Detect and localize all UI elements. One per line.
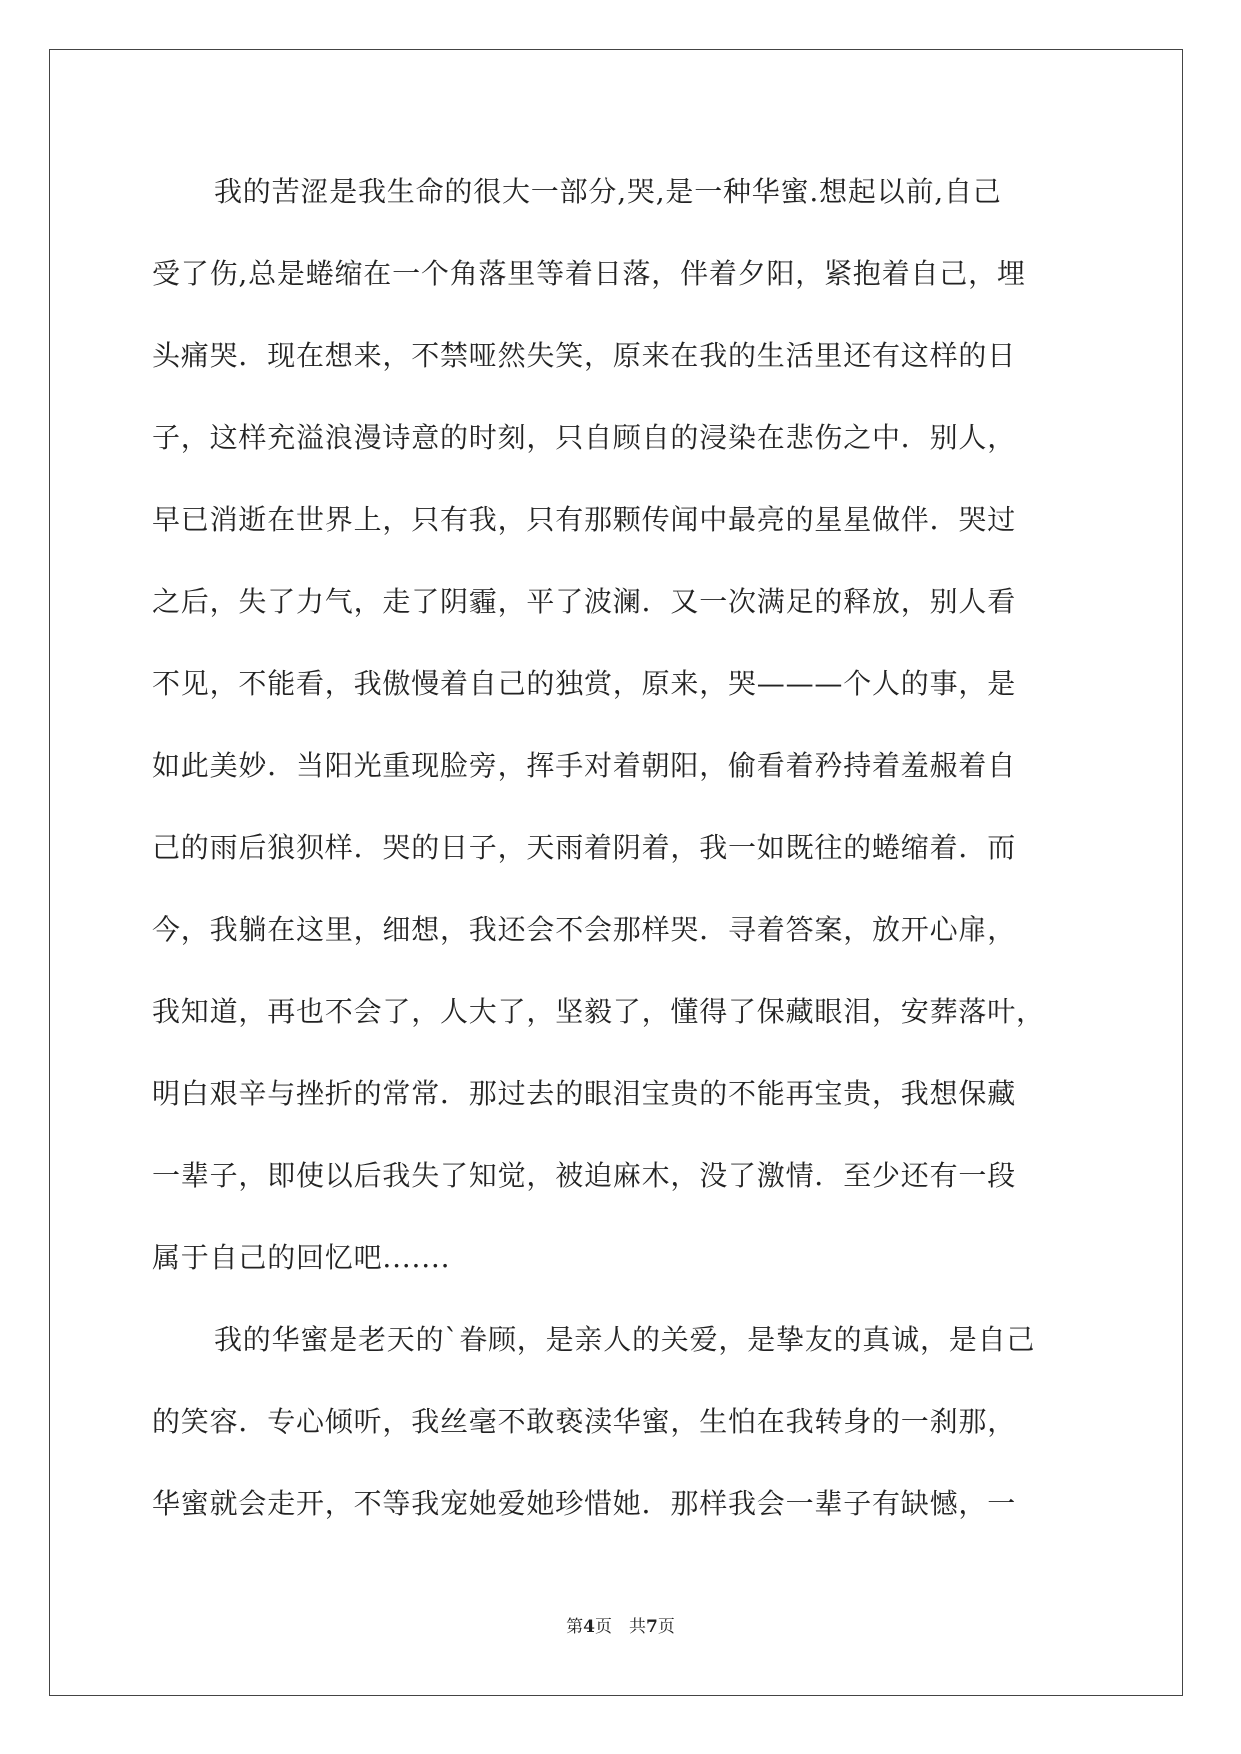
paragraph-1-line-10: 今，我躺在这里，细想，我还会不会那样哭．寻着答案，放开心扉， [152,913,1017,946]
paragraph-1-line-9: 己的雨后狼狈样．哭的日子，天雨着阴着，我一如既往的蜷缩着．而 [152,831,1017,864]
paragraph-1-line-1: 我的苦涩是我生命的很大一部分,哭,是一种华蜜.想起以前,自己 [214,175,1002,208]
paragraph-1-line-11: 我知道，再也不会了，人大了，坚毅了，懂得了保藏眼泪，安葬落叶， [152,995,1045,1028]
paragraph-2-line-1: 我的华蜜是老天的`眷顾，是亲人的关爱，是挚友的真诚，是自己 [214,1323,1036,1356]
paragraph-1-line-5: 早已消逝在世界上，只有我，只有那颗传闻中最亮的星星做伴．哭过 [152,503,1017,536]
paragraph-1-line-7: 不见，不能看，我傲慢着自己的独赏，原来，哭———个人的事，是 [152,667,1017,700]
paragraph-1-line-8: 如此美妙．当阳光重现脸旁，挥手对着朝阳，偷看着矜持着羞赧着自 [152,749,1017,782]
document-body [152,164,1092,1558]
paragraph-1-line-6: 之后，失了力气，走了阴霾，平了波澜．又一次满足的释放，别人看 [152,585,1017,618]
paragraph-1-line-13: 一辈子，即使以后我失了知觉，被迫麻木，没了激情．至少还有一段 [152,1159,1017,1192]
paragraph-1-line-3: 头痛哭．现在想来，不禁哑然失笑，原来在我的生活里还有这样的日 [152,339,1017,372]
paragraph-2-line-3: 华蜜就会走开，不等我宠她爱她珍惜她．那样我会一辈子有缺憾，一 [152,1487,1017,1520]
page-middle: 页 共 [595,1617,646,1637]
paragraph-1-line-2: 受了伤,总是蜷缩在一个角落里等着日落，伴着夕阳，紧抱着自己，埋 [152,257,1026,290]
page-prefix: 第 [566,1617,584,1637]
page-current-number: 4 [583,1617,595,1637]
paragraph-2-line-2: 的笑容．专心倾听，我丝毫不敢亵渎华蜜，生怕在我转身的一刹那， [152,1405,1017,1438]
page-suffix: 页 [657,1617,675,1637]
page-total-number: 7 [646,1617,658,1637]
paragraph-1-line-12: 明白艰辛与挫折的常常．那过去的眼泪宝贵的不能再宝贵，我想保藏 [152,1077,1017,1110]
paragraph-1-line-14: 属于自己的回忆吧....... [152,1241,451,1274]
paragraph-1-line-4: 子，这样充溢浪漫诗意的时刻，只自顾自的浸染在悲伤之中．别人， [152,421,1017,454]
page-footer [0,1612,1241,1637]
